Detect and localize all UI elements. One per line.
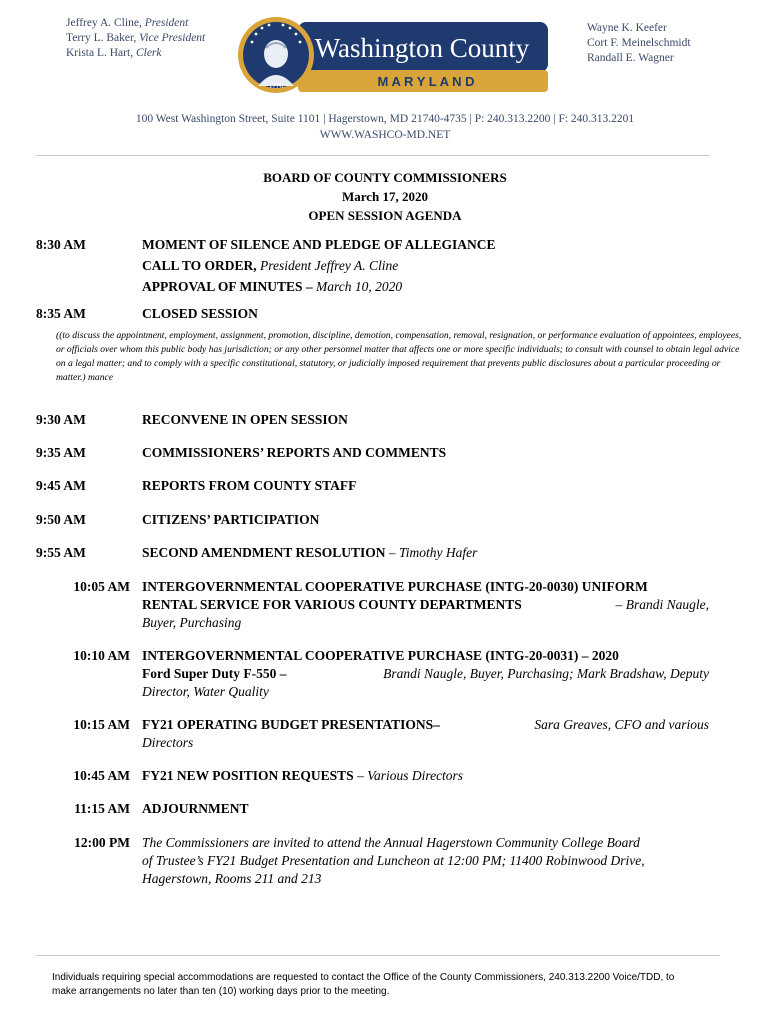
agenda-line: of Trustee’s FY21 Budget Presentation and Luncheon at 12:00 PM; 11400 Robinwood Drive, bbox=[142, 853, 645, 868]
agenda-description bbox=[142, 716, 709, 752]
address-block bbox=[0, 111, 770, 143]
agenda-time: 9:45 AM bbox=[36, 478, 86, 493]
session-type: OPEN SESSION AGENDA bbox=[308, 208, 462, 223]
meeting-date: March 17, 2020 bbox=[341, 189, 429, 204]
officer-vice-president: Terry L. Baker, Vice President bbox=[66, 32, 206, 44]
agenda-description bbox=[142, 578, 709, 632]
washington-county-logo bbox=[238, 12, 550, 98]
agenda-line: Director, Water Quality bbox=[142, 684, 269, 699]
agenda-time: 9:30 AM bbox=[36, 412, 86, 427]
agenda-time: 10:45 AM bbox=[73, 768, 130, 783]
agenda-time: 10:15 AM bbox=[73, 717, 130, 732]
agenda-description: RECONVENE IN OPEN SESSION bbox=[142, 412, 348, 427]
logo-text: Washington County bbox=[314, 33, 530, 63]
agenda-line: Buyer, Purchasing bbox=[142, 615, 242, 630]
agenda-time: 9:50 AM bbox=[36, 512, 86, 527]
agenda-line: Ford Super Duty F-550 – Brandi Naugle, Buyer, Purchasing; Mark Bradshaw, Deputy bbox=[142, 666, 709, 681]
agenda-description bbox=[142, 834, 709, 888]
commissioners-members bbox=[587, 21, 691, 66]
address-line: 100 West Washington Street, Suite 1101 | Hagerstown, MD 21740-4735 | P: 240.313.2200 | F: 240.313.2201 bbox=[135, 113, 635, 125]
closed-session-note: ((to discuss the appointment, employment, assignment, promotion, discipline, demotion, compensation, removal, resignation, or performance evaluation of appointees, employees, or officials over whom this public body has jurisdiction; or any other personnel matter that affects one or more specific individuals; to consult with counsel to obtain legal advice on a legal matter; and to comply with a specific constitutional, statutory, or judicially imposed requirement that prevents public disclosures about a particular proceeding or matter.) mance bbox=[56, 330, 742, 383]
agenda-line: APPROVAL OF MINUTES – March 10, 2020 bbox=[142, 279, 403, 294]
agenda-line: RENTAL SERVICE FOR VARIOUS COUNTY DEPARTMENTS – Brandi Naugle, bbox=[142, 597, 709, 612]
website-line: WWW.WASHCO-MD.NET bbox=[319, 129, 451, 141]
agenda-description: ADJOURNMENT bbox=[142, 801, 249, 816]
agenda-line: The Commissioners are invited to attend the Annual Hagerstown Community College Board bbox=[142, 835, 640, 850]
officer-president: Jeffrey A. Cline, President bbox=[66, 17, 189, 29]
agenda-time: 10:10 AM bbox=[73, 648, 130, 663]
header-divider bbox=[36, 155, 710, 156]
agenda-time: 10:05 AM bbox=[73, 579, 130, 594]
agenda-line: Directors bbox=[142, 735, 194, 750]
member-name: Randall E. Wagner bbox=[587, 52, 674, 64]
agenda-time: 8:35 AM bbox=[36, 306, 86, 321]
agenda-line: Hagerstown, Rooms 211 and 213 bbox=[142, 871, 322, 886]
agenda-time: 9:55 AM bbox=[36, 545, 86, 560]
agenda-description: COMMISSIONERS’ REPORTS AND COMMENTS bbox=[142, 445, 447, 460]
agenda-time: 11:15 AM bbox=[74, 801, 130, 816]
logo-year: 1776 bbox=[269, 82, 283, 90]
logo-subtext: M A R Y L A N D bbox=[377, 74, 475, 89]
board-name: BOARD OF COUNTY COMMISSIONERS bbox=[263, 170, 507, 185]
agenda-description bbox=[142, 236, 709, 296]
footer-line: make arrangements no later than ten (10) working days prior to the meeting. bbox=[52, 986, 390, 997]
agenda-title bbox=[0, 168, 770, 225]
commissioners-officers bbox=[66, 16, 205, 61]
agenda-description: CLOSED SESSION bbox=[142, 306, 258, 321]
agenda-line: INTERGOVERNMENTAL COOPERATIVE PURCHASE (INTG-20-0030) UNIFORM bbox=[142, 579, 648, 594]
officer-clerk: Krista L. Hart, Clerk bbox=[66, 47, 162, 59]
agenda-description: REPORTS FROM COUNTY STAFF bbox=[142, 478, 357, 493]
agenda-line: INTERGOVERNMENTAL COOPERATIVE PURCHASE (INTG-20-0031) – 2020 bbox=[142, 648, 619, 663]
agenda-time: 9:35 AM bbox=[36, 445, 86, 460]
footer-line: Individuals requiring special accommodations are requested to contact the Office of the County Commissioners, 240.313.2200 Voice/TDD, to bbox=[52, 972, 675, 983]
agenda-description: FY21 NEW POSITION REQUESTS – Various Directors bbox=[142, 768, 464, 783]
accommodations-notice bbox=[52, 971, 702, 999]
footer-divider bbox=[36, 955, 720, 956]
agenda-description: SECOND AMENDMENT RESOLUTION – Timothy Hafer bbox=[142, 545, 478, 560]
agenda-description bbox=[142, 647, 709, 701]
agenda-description: CITIZENS’ PARTICIPATION bbox=[142, 512, 320, 527]
agenda-line: FY21 OPERATING BUDGET PRESENTATIONS– Sara Greaves, CFO and various bbox=[142, 717, 709, 732]
agenda-time: 8:30 AM bbox=[36, 237, 86, 252]
agenda-time: 12:00 PM bbox=[74, 835, 130, 850]
member-name: Wayne K. Keefer bbox=[587, 22, 667, 34]
agenda-line: MOMENT OF SILENCE AND PLEDGE OF ALLEGIANCE bbox=[142, 237, 496, 252]
member-name: Cort F. Meinelschmidt bbox=[587, 37, 691, 49]
agenda-line: CALL TO ORDER, President Jeffrey A. Cline bbox=[142, 258, 399, 273]
